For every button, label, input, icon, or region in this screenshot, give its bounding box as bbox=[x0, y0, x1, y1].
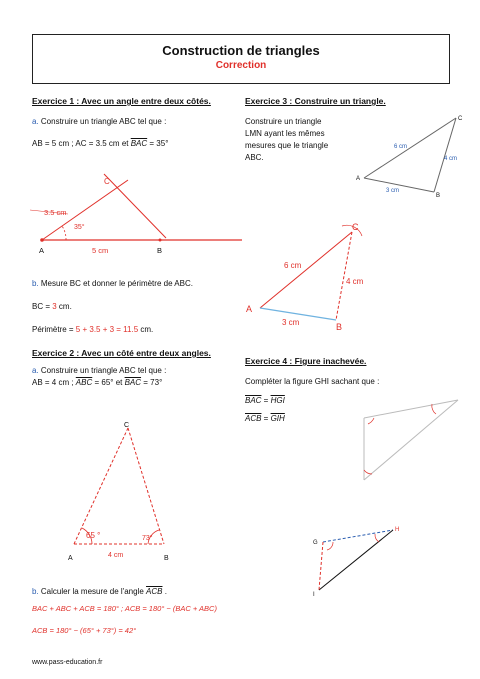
ex2-ab-label: 4 cm bbox=[108, 552, 124, 559]
ex4-figure bbox=[305, 520, 415, 600]
ex2-b-angle: $\overline{ACB}$ bbox=[146, 587, 163, 596]
ex2-b-post: . bbox=[162, 587, 167, 596]
ex4-arc-g bbox=[327, 542, 333, 550]
ex1-b-text: Mesure BC et donner le périmètre de ABC. bbox=[38, 279, 193, 288]
ex3-ab-label: 3 cm bbox=[282, 318, 300, 327]
ex4-equation-1 bbox=[245, 396, 285, 405]
ex4-hi-segment bbox=[319, 530, 393, 590]
ex4-point-i: I bbox=[313, 592, 315, 598]
ex2-point-a: A bbox=[68, 555, 73, 562]
ex1-dot-a bbox=[40, 238, 44, 242]
ex1-ab-label: 5 cm bbox=[92, 246, 109, 255]
ex2-angle-a-label: 65 ° bbox=[86, 531, 101, 540]
ex4-eq2-right: $\overline{GIH}$ bbox=[270, 414, 285, 423]
ex1-a-text: Construire un triangle ABC tel que : bbox=[38, 117, 167, 126]
ex2-givens-mid: = 65° et bbox=[92, 378, 125, 387]
ex1-dot-b bbox=[159, 239, 162, 242]
ex3-ac-label: 6 cm bbox=[284, 261, 302, 270]
ex4-ref-arc-1 bbox=[368, 418, 374, 424]
ex2-b-text: Calculer la mesure de l'angle bbox=[38, 587, 147, 596]
ex3-text-line1: Construire un triangle bbox=[245, 117, 322, 126]
ex3-model-figure bbox=[350, 110, 470, 200]
ex4-ref-diag bbox=[364, 400, 458, 480]
header-box bbox=[32, 34, 450, 84]
page-subtitle: Correction bbox=[215, 60, 267, 71]
ex1-per-value: 5 + 3.5 + 3 = 11.5 bbox=[75, 325, 139, 334]
ex1-instruction-a bbox=[32, 117, 166, 126]
ex2-a-letter: a. bbox=[32, 366, 39, 375]
ex2-angle-b-label: 73° bbox=[142, 535, 153, 542]
ex4-instruction: Compléter la figure GHI sachant que : bbox=[245, 377, 380, 386]
ex1-bc-post: cm. bbox=[56, 302, 72, 311]
ex1-a-letter: a. bbox=[32, 117, 39, 126]
ex1-title: Exercice 1 : Avec un angle entre deux côtés. bbox=[32, 96, 211, 106]
ex2-b-letter: b. bbox=[32, 587, 39, 596]
ex1-givens bbox=[32, 139, 168, 148]
ex4-ref-arc-2 bbox=[432, 404, 436, 414]
ex2-calc-line1: BAC + ABC + ACB = 180° ; ACB = 180° − (BAC + ABC) bbox=[32, 604, 217, 613]
ex3-model-point-b: B bbox=[436, 193, 441, 199]
ex4-eq2-left: $\overline{ACB}$ bbox=[245, 414, 262, 423]
ex3-model-bc-label: 4 cm bbox=[444, 156, 458, 162]
ex1-givens-angle: $\overline{BAC}$ bbox=[130, 139, 148, 148]
ex2-point-c: C bbox=[124, 422, 130, 429]
ex2-point-b: B bbox=[164, 555, 169, 562]
ex4-reference-figure bbox=[350, 390, 470, 490]
ex1-point-a: A bbox=[39, 246, 45, 255]
ex4-eq1-sign: = bbox=[261, 396, 271, 405]
ex4-eq1-left: $\overline{BAC}$ bbox=[245, 396, 262, 405]
ex4-point-g: G bbox=[313, 540, 318, 546]
ex2-a-text: Construire un triangle ABC tel que : bbox=[38, 366, 167, 375]
ex3-model-ac bbox=[364, 118, 456, 178]
ex1-bc-value: 3 bbox=[52, 302, 57, 311]
ex4-arc-h bbox=[375, 534, 379, 542]
ex3-model-point-c: C bbox=[458, 116, 463, 122]
ex3-construction-figure bbox=[240, 218, 380, 338]
ex3-point-b: B bbox=[336, 322, 343, 332]
ex1-bc-answer bbox=[32, 302, 72, 311]
ex3-text-line3: mesures que le triangle bbox=[245, 141, 329, 150]
ex1-per-pre: Périmètre = bbox=[32, 325, 76, 334]
ex1-point-c: C bbox=[104, 177, 110, 186]
ex2-givens bbox=[32, 378, 162, 387]
ex4-ref-arc-3 bbox=[364, 470, 372, 474]
ex4-title: Exercice 4 : Figure inachevée. bbox=[245, 356, 367, 366]
ex2-calc-line2: ACB = 180° − (65° + 73°) = 42° bbox=[32, 626, 137, 635]
ex2-givens-angle1: $\overline{ABC}$ bbox=[75, 378, 93, 387]
ex2-givens-pre: AB = 4 cm ; bbox=[32, 378, 76, 387]
ex2-bc-segment bbox=[128, 428, 164, 544]
ex3-bc-label: 4 cm bbox=[346, 277, 364, 286]
ex4-eq2-sign: = bbox=[261, 414, 271, 423]
ex1-ac-label: 3.5 cm bbox=[44, 208, 67, 217]
ex3-bc-segment bbox=[336, 232, 352, 320]
ex2-figure bbox=[60, 418, 190, 568]
ex2-givens-angle2: $\overline{BAC}$ bbox=[124, 378, 142, 387]
ex1-givens-post: = 35° bbox=[147, 139, 169, 148]
ex1-perimeter-answer bbox=[32, 325, 153, 334]
ex3-point-a: A bbox=[246, 304, 253, 314]
ex1-angle-arc bbox=[62, 226, 66, 240]
ex4-gh-segment bbox=[323, 530, 393, 542]
ex3-model-point-a: A bbox=[356, 176, 361, 182]
ex1-b-letter: b. bbox=[32, 279, 39, 288]
ex1-instruction-b bbox=[32, 279, 193, 288]
ex2-ac-segment bbox=[74, 428, 128, 544]
ex3-point-c: C bbox=[352, 222, 359, 232]
ex3-instructions bbox=[245, 116, 328, 164]
ex1-per-post: cm. bbox=[138, 325, 154, 334]
ex1-givens-pre: AB = 5 cm ; AC = 3.5 cm et bbox=[32, 139, 131, 148]
ex3-title: Exercice 3 : Construire un triangle. bbox=[245, 96, 386, 106]
ex1-point-b: B bbox=[157, 246, 163, 255]
ex3-model-ab-label: 3 cm bbox=[386, 188, 400, 194]
ex4-ref-top bbox=[364, 400, 458, 418]
ex4-eq1-right: $\overline{HGI}$ bbox=[270, 396, 285, 405]
ex2-instruction-b bbox=[32, 587, 167, 596]
ex2-givens-post: = 73° bbox=[141, 378, 163, 387]
ex3-model-bc bbox=[434, 118, 456, 192]
ex4-gi-segment bbox=[319, 542, 323, 590]
ex3-ac-segment bbox=[260, 232, 352, 308]
ex3-text-line4: ABC. bbox=[245, 153, 264, 162]
ex1-bc-segment bbox=[104, 174, 166, 238]
ex3-text-line2: LMN ayant les mêmes bbox=[245, 129, 325, 138]
ex1-bc-pre: BC = bbox=[32, 302, 53, 311]
ex1-angle-label: 35° bbox=[74, 224, 85, 231]
ex4-equation-2 bbox=[245, 414, 285, 423]
ex3-model-ac-label: 6 cm bbox=[394, 144, 408, 150]
ex4-point-h: H bbox=[395, 527, 400, 533]
ex2-title: Exercice 2 : Avec un côté entre deux angles. bbox=[32, 348, 211, 358]
ex2-instruction-a bbox=[32, 366, 166, 375]
ex1-figure bbox=[30, 170, 250, 260]
page-title: Construction de triangles bbox=[162, 43, 320, 58]
footer-url[interactable]: www.pass-education.fr bbox=[32, 659, 103, 666]
